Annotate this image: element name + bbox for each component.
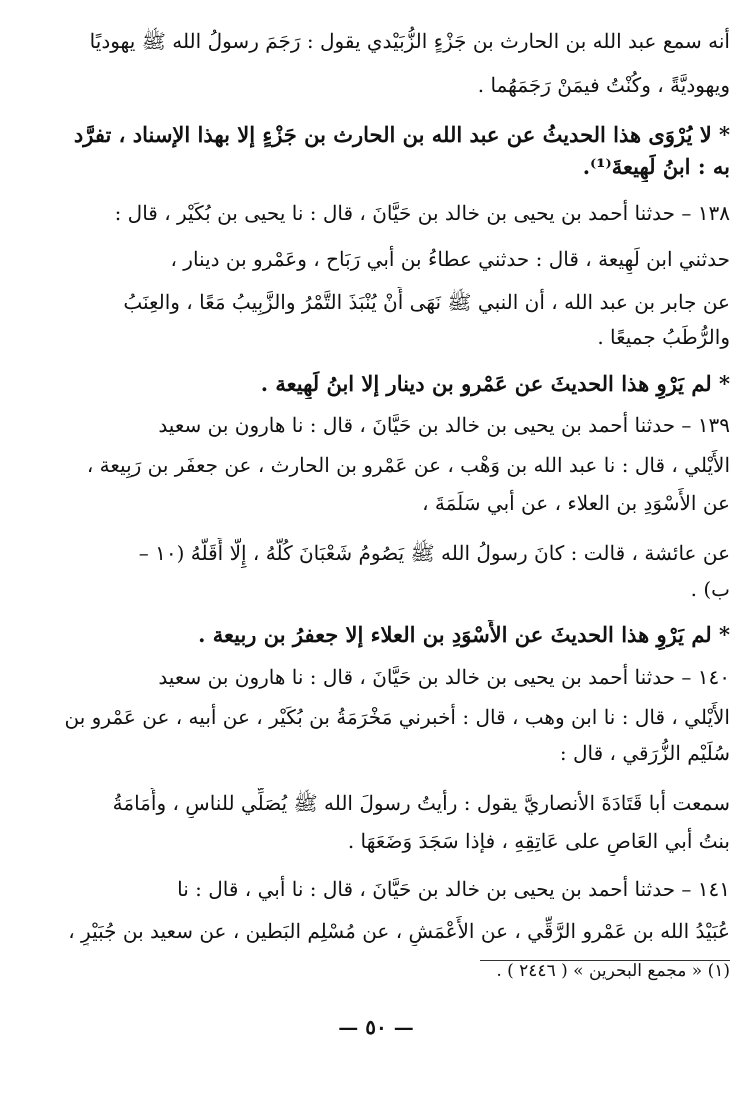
text-line: عن عائشة ، قالت : كانَ رسولُ الله ﷺ يَصُومُ شَعْبَانَ كُلَّهُ ، إِلَّا أَقَلَّهُ (١٠ – — [138, 541, 730, 565]
commentary-line: * لم يَرْوِ هذا الحديثَ عن عَمْرو بن دينار إلا ابنُ لَهِيعة . — [260, 371, 730, 396]
hadith-heading-141: ١٤١ – حدثنا أحمد بن يحيى بن خالد بن حَيَّانَ ، قال : نا أبي ، قال : نا — [177, 877, 730, 901]
hadith-heading-139: ١٣٩ – حدثنا أحمد بن يحيى بن خالد بن حَيَّانَ ، قال : نا هارون بن سعيد — [158, 413, 730, 437]
text-line: بنتُ أبي العَاصِ على عَاتِقِهِ ، فإذا سَجَدَ وَضَعَهَا . — [347, 829, 730, 853]
text-line: الأَيْلي ، قال : نا عبد الله بن وَهْب ، عن عَمْرو بن الحارث ، عن جعفَر بن رَبِيعة ، — [86, 453, 730, 477]
text-line: عن الأَسْوَدِ بن العلاء ، عن أبي سَلَمَةَ ، — [422, 491, 730, 515]
text-line: سُلَيْم الزُّرَقي ، قال : — [559, 741, 730, 765]
text-line: والرُّطَبُ جميعًا . — [597, 325, 730, 349]
hadith-heading-140: ١٤٠ – حدثنا أحمد بن يحيى بن خالد بن حَيَّانَ ، قال : نا هارون بن سعيد — [158, 665, 730, 689]
text-line: أنه سمع عبد الله بن الحارث بن جَزْءٍ الزُّبَيْدي يقول : رَجَمَ رسولُ الله ﷺ يهوديًا — [89, 29, 730, 53]
page-number: — ٥٠ — — [338, 1015, 414, 1039]
hadith-heading-138: ١٣٨ – حدثنا أحمد بن يحيى بن خالد بن حَيَّانَ ، قال : نا يحيى بن بُكَيْر ، قال : — [114, 201, 730, 225]
text-line: سمعت أبا قَتَادَةَ الأنصاريَّ يقول : رأيتُ رسولَ الله ﷺ يُصَلِّي للناسِ ، وأُمَامَةُ — [112, 791, 730, 815]
footnote: (١) « مجمع البحرين » ( ٢٤٤٦ ) . — [496, 961, 730, 981]
commentary-line: به : ابنُ لَهِيعةَ⁽¹⁾. — [582, 154, 730, 179]
commentary-line: * لا يُرْوَى هذا الحديثُ عن عبد الله بن الحارث بن جَزْءٍ إلا بهذا الإسناد ، تفرَّد — [73, 122, 730, 147]
text-line: الأَيْلي ، قال : نا ابن وهب ، قال : أخبرني مَخْرَمَةُ بن بُكَيْر ، عن أبيه ، عن عَمْرو بن — [64, 705, 730, 729]
text-line: ب) . — [690, 577, 730, 601]
text-line: عن جابر بن عبد الله ، أن النبي ﷺ نَهَى أَنْ يُنْبَذَ التَّمْرُ والزَّبِيبُ مَعًا ، والعِنَبُ — [123, 290, 730, 314]
commentary-line: * لم يَرْوِ هذا الحديثَ عن الأَسْوَدِ بن العلاء إلا جعفرُ بن ربيعة . — [198, 622, 730, 647]
text-line: ويهوديَّةً ، وكُنْتُ فيمَنْ رَجَمَهُما . — [477, 73, 730, 97]
text-line: حدثني ابن لَهِيعة ، قال : حدثني عطاءُ بن أبي رَبَاح ، وعَمْرو بن دينار ، — [170, 247, 730, 271]
text-line: عُبَيْدُ الله بن عَمْرو الرَّقِّي ، عن الأَعْمَشِ ، عن مُسْلِم البَطين ، عن سعيد بن جُبَيْرٍ ، — [68, 919, 730, 943]
